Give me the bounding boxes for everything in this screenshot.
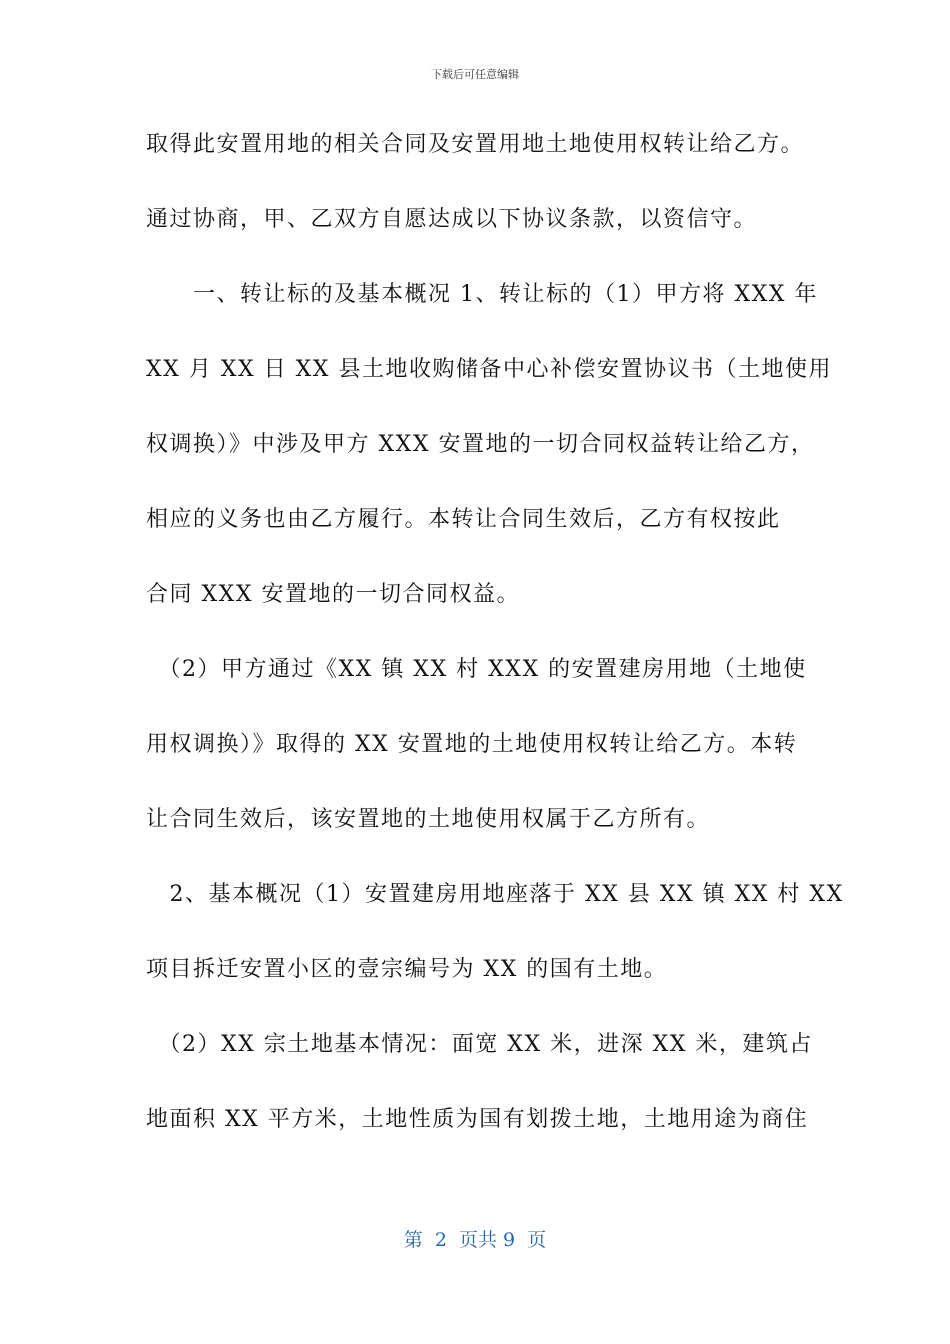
page-number-footer: 第 2 页共 9 页: [403, 1229, 547, 1251]
text-line: 相应的义务也由乙方履行。本转让合同生效后，乙方有权按此: [146, 507, 781, 532]
text-line: 通过协商，甲、乙双方自愿达成以下协议条款，以资信守。: [146, 207, 758, 232]
text-line: XX 月 XX 日 XX 县土地收购储备中心补偿安置协议书（土地使用: [146, 357, 832, 382]
text-line: 2、基本概况（1）安置建房用地座落于 XX 县 XX 镇 XX 村 XX: [146, 882, 844, 907]
text-line: 合同 XXX 安置地的一切合同权益。: [146, 582, 520, 607]
document-body: [146, 119, 844, 1169]
text-line: 一、转让标的及基本概况 1、转让标的（1）甲方将 XXX 年: [146, 282, 818, 307]
text-line: 权调换）》中涉及甲方 XXX 安置地的一切合同权益转让给乙方，: [146, 432, 815, 457]
text-line: 用权调换）》取得的 XX 安置地的土地使用权转让给乙方。本转: [146, 732, 798, 757]
text-line: 项目拆迁安置小区的壹宗编号为 XX 的国有土地。: [146, 957, 668, 982]
text-line: 取得此安置用地的相关合同及安置用地土地使用权转让给乙方。: [146, 132, 805, 157]
text-line: （2）XX 宗土地基本情况：面宽 XX 米，进深 XX 米，建筑占: [146, 1032, 813, 1057]
text-line: 地面积 XX 平方米，土地性质为国有划拨土地，土地用途为商住: [146, 1107, 809, 1132]
text-line: （2）甲方通过《XX 镇 XX 村 XXX 的安置建房用地（土地使: [146, 657, 807, 682]
page-header: 下载后可任意编辑: [431, 68, 519, 81]
text-line: 让合同生效后，该安置地的土地使用权属于乙方所有。: [146, 807, 711, 832]
